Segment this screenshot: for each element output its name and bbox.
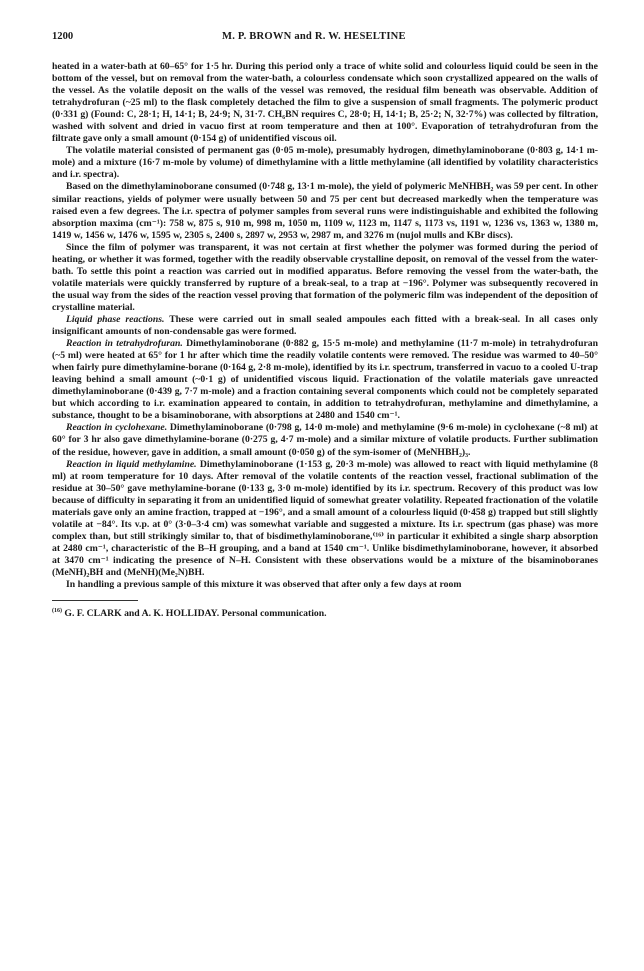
paragraph-2: The volatile material consisted of permanent gas (0·05 m-mole), presumably hydrogen, dimethylaminoborane (0·803 g, 14·1 m-mole) and a mixture (16·7 m-mole by volume) of dimethylamine with a little methylamine (all identified by volatility characteristics and i.r. spectra). bbox=[52, 145, 598, 181]
paragraph-1: heated in a water-bath at 60–65° for 1·5 hr. During this period only a trace of white solid and colourless liquid could be seen in the bottom of the vessel, but on removal from the water-bath, a colourless condensate which soon crystallized appeared on the walls of the vessel. As the volatile deposit on the walls of the vessel was removed, the residual film beneath was observable. Addition of tetrahydrofuran (~25 ml) to the flask completely detached the film to give a suspension of small fragments. The polymeric product (0·331 g) (Found: C, 28·1; H, 14·1; B, 24·9; N, 31·7. CH₆BN requires C, 28·0; H, 14·1; B, 25·2; N, 32·7%) was collected by filtration, washed with solvent and dried in vacuo first at room temperature and then at 100°. Evaporation of tetrahydrofuran from the filtrate gave only a small amount (0·154 g) of unidentified viscous oil. bbox=[52, 61, 598, 145]
paragraph-liquid-methylamine bbox=[52, 459, 598, 579]
paragraph-cyclohexane-text: Dimethylaminoborane (0·798 g, 14·0 m-mole) and methylamine (9·6 m-mole) in cyclohexane (~8 ml) at 60° for 3 hr also gave dimethylamine-borane (0·275 g, 4·7 m-mole) and a similar mixture of volatile products. Further sublimation of the residue, however, gave in addition, a small amount (0·050 g) of the sym-isomer of (MeNHBH₂)₃. bbox=[52, 422, 598, 458]
paragraph-final: In handling a previous sample of this mixture it was observed that after only a few days at room bbox=[66, 579, 462, 591]
footnote bbox=[52, 605, 598, 620]
section-heading-liquid-phase: Liquid phase reactions. bbox=[66, 313, 165, 325]
paragraph-liquid-phase bbox=[52, 314, 598, 338]
paragraph-3: Based on the dimethylaminoborane consumed (0·748 g, 13·1 m-mole), the yield of polymeric MeNHBH₂ was 59 per cent. In other similar reactions, yields of polymer were usually between 50 and 75 per cent but decreased markedly when the temperature was raised even a few degrees. The i.r. spectra of polymer samples from several runs were indistinguishable and exhibited the following absorption maxima (cm⁻¹): 758 w, 875 s, 910 m, 998 m, 1050 m, 1109 w, 1123 m, 1147 s, 1173 vs, 1191 w, 1236 vs, 1363 w, 1380 m, 1419 w, 1456 w, 1476 w, 1595 w, 2305 s, 2400 s, 2897 w, 2953 w, 2987 m, and 3276 m (nujol mulls and KBr discs). bbox=[52, 181, 598, 241]
paragraph-tetrahydrofuran bbox=[52, 338, 598, 422]
running-title: M. P. BROWN and R. W. HESELTINE bbox=[222, 31, 406, 42]
footnote-marker: (16) bbox=[52, 608, 62, 615]
section-heading-liquid-methylamine: Reaction in liquid methylamine. bbox=[66, 458, 197, 470]
section-heading-cyclohexane: Reaction in cyclohexane. bbox=[66, 422, 168, 434]
paragraph-liquid-phase-text: These were carried out in small sealed ampoules each fitted with a break-seal. In all cases only insignificant amounts of non-condensable gas were formed. bbox=[52, 313, 598, 338]
paragraph-tetrahydrofuran-text: Dimethylaminoborane (0·882 g, 15·5 m-mole) and methylamine (11·7 m-mole) in tetrahydrofuran (~5 ml) were heated at 65° for 1 hr after which time the readily volatile contents were removed. The residue was warmed to 40–50° when fairly pure dimethylamine-borane (0·164 g, 2·8 m-mole), identified by its i.r. spectrum, transferred in vacuo to a cooled U-trap leaving behind a small amount (~0·1 g) of unidentified viscous liquid. Fractionation of the volatile materials gave unreacted dimethylaminoborane (0·439 g, 7·7 m-mole) and a fraction containing several components which could not be completely separated but which according to i.r. examination appeared to contain, in addition to tetrahydrofuran, methylamine and dimethylamine, a substance, thought to be a bisaminoborane, with absorptions at 2480 and 1540 cm⁻¹. bbox=[52, 338, 598, 422]
running-header bbox=[52, 31, 598, 51]
footnote-rule bbox=[52, 600, 138, 601]
section-heading-tetrahydrofuran: Reaction in tetrahydrofuran. bbox=[66, 338, 183, 350]
body-text bbox=[52, 61, 598, 591]
footnote-text: G. F. CLARK and A. K. HOLLIDAY. Personal communication. bbox=[62, 608, 327, 620]
paragraph-cyclohexane bbox=[52, 422, 598, 458]
page-number: 1200 bbox=[52, 31, 74, 42]
paragraph-liquid-methylamine-text: Dimethylaminoborane (1·153 g, 20·3 m-mole) was allowed to react with liquid methylamine (8 ml) at room temperature for 10 days. After removal of the volatile contents of the reaction vessel, fractional sublimation of the residue at 30–50° gave methylamine-borane (0·133 g, 3·0 m-mole) identified by its i.r. spectrum. Recovery of this product was low because of difficulty in separating it from an unidentified liquid of somewhat greater volatility. Repeated fractionation of the volatile materials gave only an amine fraction, trapped at −196°, and a small amount of a colourless liquid (0·458 g) trapped but still slightly volatile at −84°. Its v.p. at 0° (3·0–3·4 cm) was somewhat variable and suggested a mixture. Its i.r. spectrum (gas phase) was more complex than, but still strikingly similar to, that of bisdimethylaminoborane,⁽¹⁶⁾ in particular it exhibited a single sharp absorption at 2480 cm⁻¹, characteristic of the B–H grouping, and a band at 1540 cm⁻¹. Unlike bisdimethylaminoborane, however, it absorbed at 3470 cm⁻¹ indicating the presence of N–H. Consistent with these observations would be a mixture of the bisaminoboranes (MeNH)₂BH and (MeNH)(Me₂N)BH. bbox=[52, 458, 598, 578]
paragraph-4: Since the film of polymer was transparent, it was not certain at first whether the polymer was formed during the period of heating, or whether it was formed, together with the readily observable crystalline deposit, on removal of the vessel from the water-bath. To settle this point a reaction was carried out in modified apparatus. Before removing the vessel from the water-bath, the volatile materials were quickly transferred by rupture of a break-seal, to a trap at −196°. Polymer was subsequently recovered in the usual way from the sides of the reaction vessel proving that formation of the polymeric film was independent of the deposition of crystalline material. bbox=[52, 241, 598, 313]
